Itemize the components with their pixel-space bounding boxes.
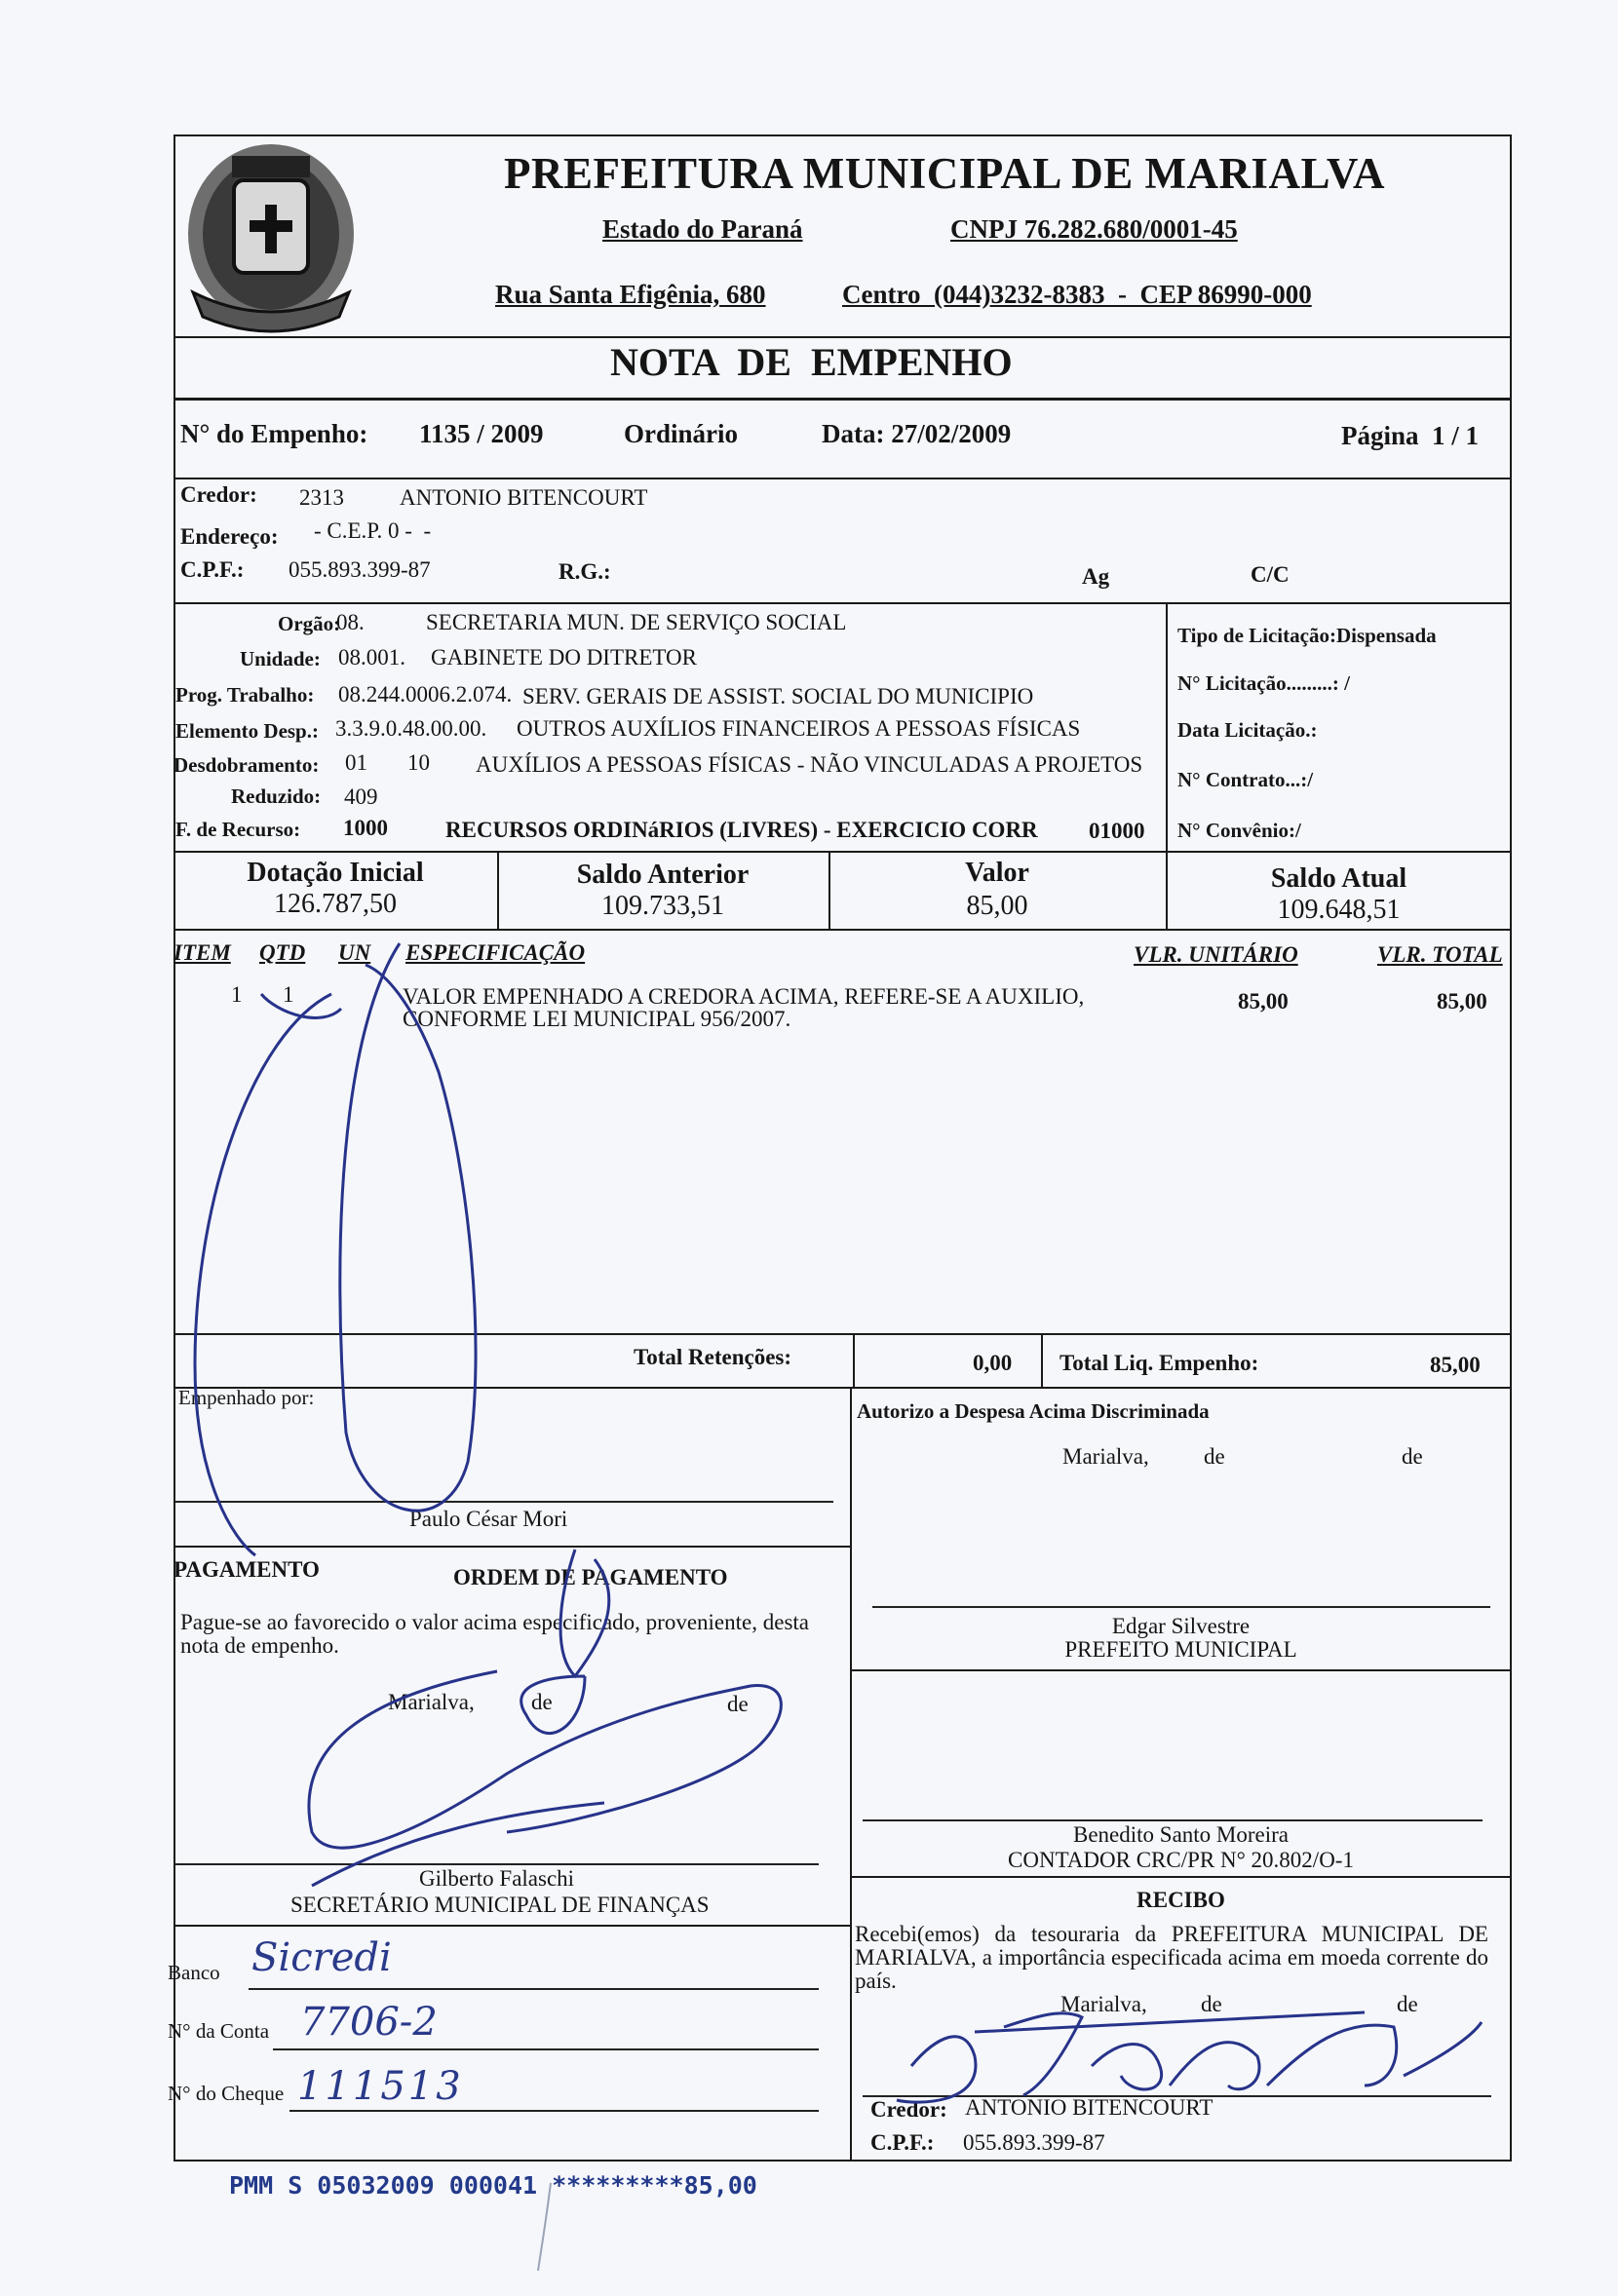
recurso-name: RECURSOS ORDINáRIOS (LIVRES) - EXERCICIO CORR xyxy=(445,818,1038,842)
total-liq-value: 85,00 xyxy=(1430,1353,1481,1377)
saldo-anterior-value: 109.733,51 xyxy=(601,891,724,921)
col-vlr-unitario: VLR. UNITÁRIO xyxy=(1134,942,1298,967)
desdobramento-name: AUXÍLIOS A PESSOAS FÍSICAS - NÃO VINCULADAS A PROJETOS xyxy=(476,752,1143,777)
conta-value: 7706-2 xyxy=(300,2000,438,2045)
document-title: NOTA DE EMPENHO xyxy=(610,340,1013,384)
col-vlr-total: VLR. TOTAL xyxy=(1377,942,1503,967)
cheque-value: 111513 xyxy=(297,2064,464,2109)
desdobramento-label: Desdobramento: xyxy=(173,753,320,777)
recurso-code2: 01000 xyxy=(1089,819,1145,843)
unidade-code: 08.001. xyxy=(338,645,405,670)
contrato-number: N° Contrato...:/ xyxy=(1177,768,1314,791)
col-item: ITEM xyxy=(173,940,231,965)
printer-stamp: PMM S 05032009 000041 *********85,00 xyxy=(229,2171,757,2200)
recurso-code: 1000 xyxy=(343,816,388,840)
prefeito-role: PREFEITO MUNICIPAL xyxy=(1064,1637,1297,1662)
address-label: Endereço: xyxy=(180,524,279,549)
empenhado-name: Paulo César Mori xyxy=(409,1507,568,1531)
address-value: - C.E.P. 0 - - xyxy=(314,518,432,543)
autorizo-title: Autorizo a Despesa Acima Discriminada xyxy=(857,1399,1210,1423)
total-liq-label: Total Liq. Empenho: xyxy=(1059,1351,1259,1375)
cpf-value: 055.893.399-87 xyxy=(289,557,431,582)
orgao-code: 08. xyxy=(336,610,365,634)
pagamento-de1: de xyxy=(531,1690,553,1714)
saldo-atual-label: Saldo Atual xyxy=(1270,863,1407,894)
convenio-number: N° Convênio:/ xyxy=(1177,819,1301,842)
contador-name: Benedito Santo Moreira xyxy=(1072,1822,1289,1847)
orgao-label: Orgão: xyxy=(278,612,341,635)
cheque-label: N° do Cheque xyxy=(168,2082,285,2105)
recibo-de1: de xyxy=(1201,1992,1222,2016)
recibo-credor-label: Credor: xyxy=(870,2097,947,2122)
desdobramento-code2: 10 xyxy=(407,750,430,775)
recibo-city: Marialva, xyxy=(1060,1992,1147,2016)
item-qtd: 1 xyxy=(283,982,294,1007)
elemento-code: 3.3.9.0.48.00.00. xyxy=(335,716,487,741)
recibo-cpf-label: C.P.F.: xyxy=(870,2130,935,2155)
pagamento-label: PAGAMENTO xyxy=(173,1557,320,1582)
autorizo-city: Marialva, xyxy=(1062,1444,1149,1469)
page-number: Página 1 / 1 xyxy=(1341,421,1480,450)
cc-label: C/C xyxy=(1251,562,1290,587)
prefeito-name: Edgar Silvestre xyxy=(1111,1614,1251,1638)
valor-label: Valor xyxy=(965,858,1029,888)
credor-label: Credor: xyxy=(180,482,257,507)
reduzido-label: Reduzido: xyxy=(231,784,322,808)
institution-title: PREFEITURA MUNICIPAL DE MARIALVA xyxy=(504,149,1386,198)
banco-label: Banco xyxy=(168,1961,220,1984)
credor-name: ANTONIO BITENCOURT xyxy=(400,485,648,510)
saldo-atual-value: 109.648,51 xyxy=(1277,895,1401,925)
secretario-name: Gilberto Falaschi xyxy=(419,1866,575,1891)
banco-value: Sicredi xyxy=(251,1935,392,1980)
autorizo-de2: de xyxy=(1402,1444,1423,1469)
col-especificacao: ESPECIFICAÇÃO xyxy=(405,940,586,965)
rg-label: R.G.: xyxy=(559,559,611,584)
reduzido-code: 409 xyxy=(344,784,378,809)
desdobramento-code1: 01 xyxy=(345,750,367,775)
pagamento-de2: de xyxy=(727,1692,749,1716)
licitacao-numero: N° Licitação.........: / xyxy=(1177,671,1350,695)
secretario-role: SECRETÁRIO MUNICIPAL DE FINANÇAS xyxy=(290,1893,710,1917)
empenho-number-label: N° do Empenho: xyxy=(180,419,368,448)
licitacao-data: Data Licitação.: xyxy=(1177,718,1318,742)
empenho-number: 1135 / 2009 xyxy=(419,419,544,448)
conta-label: N° da Conta xyxy=(168,2019,270,2043)
col-un: UN xyxy=(338,940,371,965)
empenho-date: Data: 27/02/2009 xyxy=(822,419,1012,448)
unidade-label: Unidade: xyxy=(240,647,321,670)
ordem-pagamento-title: ORDEM DE PAGAMENTO xyxy=(453,1565,728,1589)
contador-role: CONTADOR CRC/PR N° 20.802/O-1 xyxy=(1008,1848,1354,1872)
item-spec-line1: VALOR EMPENHADO A CREDORA ACIMA, REFERE-SE A AUXILIO, xyxy=(403,984,1085,1009)
pagamento-city: Marialva, xyxy=(388,1690,475,1714)
cpf-label: C.P.F.: xyxy=(180,557,245,582)
empenho-type: Ordinário xyxy=(624,419,739,448)
item-number: 1 xyxy=(231,982,243,1007)
state-label: Estado do Paraná xyxy=(602,214,803,244)
prog-code: 08.244.0006.2.074. xyxy=(338,682,513,707)
unidade-name: GABINETE DO DITRETOR xyxy=(431,645,697,670)
recibo-de2: de xyxy=(1397,1992,1418,2016)
col-qtd: QTD xyxy=(259,940,306,965)
recurso-label: F. de Recurso: xyxy=(175,818,301,841)
district-phone-cep: Centro (044)3232-8383 - CEP 86990-000 xyxy=(842,280,1312,309)
dotacao-value: 126.787,50 xyxy=(274,889,397,919)
street-address: Rua Santa Efigênia, 680 xyxy=(495,280,766,309)
prog-name: SERV. GERAIS DE ASSIST. SOCIAL DO MUNICIPIO xyxy=(522,684,1034,708)
recibo-title: RECIBO xyxy=(1136,1888,1225,1912)
autorizo-de1: de xyxy=(1204,1444,1225,1469)
credor-code: 2313 xyxy=(299,485,344,510)
pagamento-text-line1: Pague-se ao favorecido o valor acima especificado, proveniente, desta xyxy=(180,1610,809,1634)
saldo-anterior-label: Saldo Anterior xyxy=(576,860,750,890)
licitacao-tipo: Tipo de Licitação:Dispensada xyxy=(1177,624,1437,647)
elemento-label: Elemento Desp.: xyxy=(175,719,319,743)
ag-label: Ag xyxy=(1082,564,1110,589)
prog-label: Prog. Trabalho: xyxy=(175,683,315,707)
item-unit-value: 85,00 xyxy=(1238,989,1289,1014)
item-spec-line2: CONFORME LEI MUNICIPAL 956/2007. xyxy=(403,1007,791,1031)
item-total-value: 85,00 xyxy=(1437,989,1487,1014)
valor-value: 85,00 xyxy=(966,891,1028,921)
empenhado-label: Empenhado por: xyxy=(178,1386,315,1409)
cnpj-label: CNPJ 76.282.680/0001-45 xyxy=(950,214,1238,244)
recibo-text: Recebi(emos) da tesouraria da PREFEITURA MUNICIPAL DE MARIALVA, a importância especificada acima em moeda corrente do país. xyxy=(855,1922,1488,1993)
pagamento-text-line2: nota de empenho. xyxy=(180,1633,339,1658)
dotacao-label: Dotação Inicial xyxy=(247,858,424,888)
elemento-name: OUTROS AUXÍLIOS FINANCEIROS A PESSOAS FÍSICAS xyxy=(517,716,1081,741)
orgao-name: SECRETARIA MUN. DE SERVIÇO SOCIAL xyxy=(426,610,847,634)
recibo-cpf-value: 055.893.399-87 xyxy=(963,2130,1105,2155)
recibo-credor-name: ANTONIO BITENCOURT xyxy=(965,2095,1214,2120)
total-retencoes-label: Total Retenções: xyxy=(634,1345,792,1369)
total-retencoes-value: 0,00 xyxy=(973,1351,1013,1375)
